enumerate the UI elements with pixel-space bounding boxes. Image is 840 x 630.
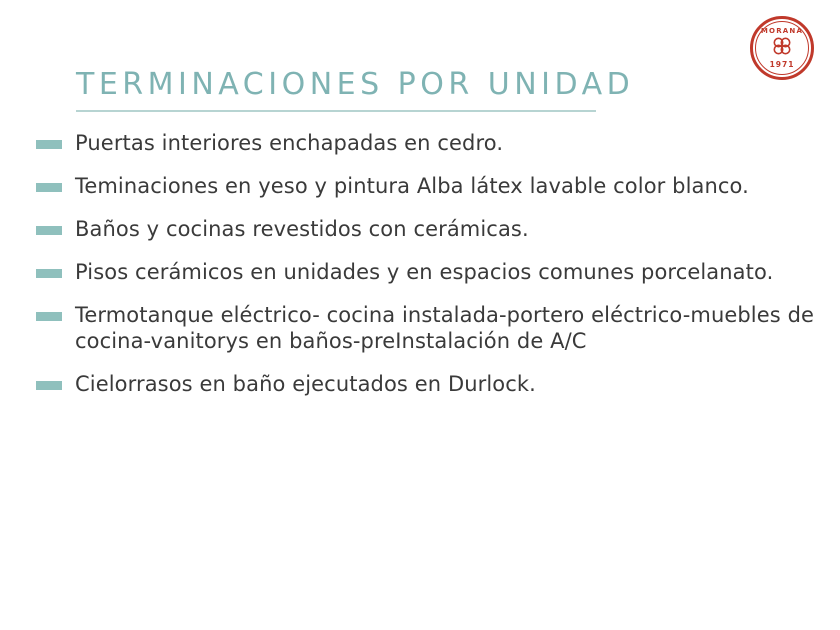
dash-bullet-icon [36, 226, 62, 235]
title-block [76, 67, 635, 112]
list-item [36, 130, 826, 157]
list-item-text: Pisos cerámicos en unidades y en espacios comunes porcelanato. [75, 259, 774, 284]
dash-bullet-icon [36, 269, 62, 278]
list-item-text: Teminaciones en yeso y pintura Alba látex lavable color blanco. [75, 173, 749, 198]
list-item [36, 371, 826, 398]
list-item-text: Baños y cocinas revestidos con cerámicas. [75, 216, 529, 241]
logo-brand-text: MORANA [760, 27, 804, 35]
title-underline [76, 110, 596, 112]
list-item-text: Termotanque eléctrico- cocina instalada-portero eléctrico-muebles de cocina-vanitorys en baños-preInstalación de A/C [75, 302, 815, 354]
logo-year-text: 1971 [769, 60, 795, 69]
bullet-list [36, 130, 826, 414]
logo-inner-ring [755, 21, 809, 75]
list-item [36, 259, 826, 286]
list-item-text: Cielorrasos en baño ejecutados en Durlock. [75, 372, 536, 397]
list-item [36, 302, 826, 356]
list-item [36, 173, 826, 200]
dash-bullet-icon [36, 140, 62, 149]
dash-bullet-icon [36, 381, 62, 390]
list-item-text: Puertas interiores enchapadas en cedro. [75, 131, 504, 155]
morana-logo [750, 16, 814, 80]
list-item [36, 216, 826, 243]
page-title: TERMINACIONES POR UNIDAD [76, 67, 635, 102]
clover-icon [771, 35, 793, 61]
dash-bullet-icon [36, 312, 62, 321]
dash-bullet-icon [36, 183, 62, 192]
